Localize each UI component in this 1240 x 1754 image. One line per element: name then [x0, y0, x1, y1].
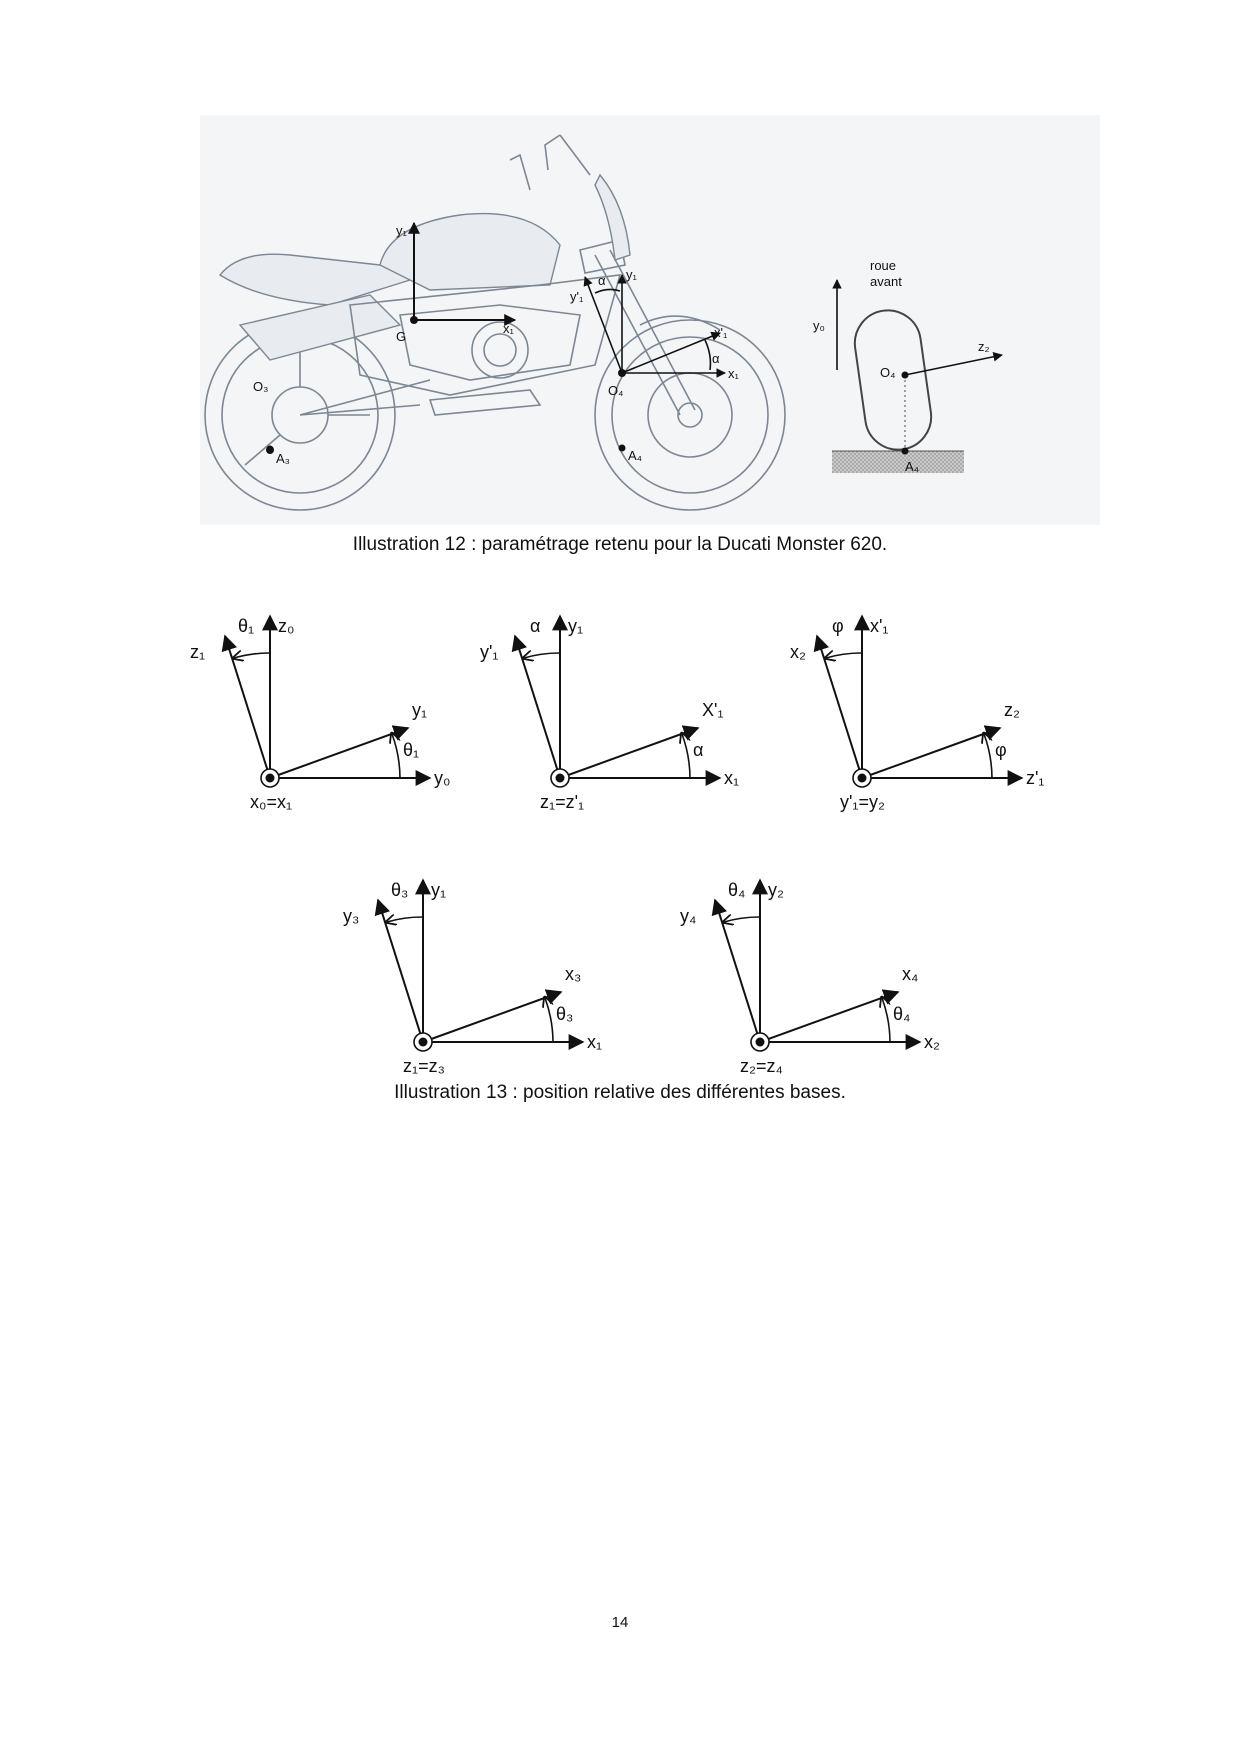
base-1-tilted-right-label: y₁ — [412, 700, 428, 720]
caption-illustration-12: Illustration 12 : paramétrage retenu pour la Ducati Monster 620. — [352, 534, 888, 555]
base-5-angle-top-label: θ₄ — [728, 880, 746, 900]
label-A3: A₃ — [276, 451, 290, 466]
label-x1: x₁ — [503, 321, 514, 336]
base-5-tilted-up-label: y₄ — [680, 906, 697, 926]
label-O3: O₃ — [253, 379, 269, 394]
base-1-tilted-up-label: z₁ — [190, 642, 206, 662]
base-5-horizontal-label: x₂ — [924, 1032, 940, 1052]
label-alpha: α — [598, 273, 606, 288]
base-1-angle-top-label: θ₁ — [238, 616, 255, 636]
base-3-horizontal-label: z'₁ — [1026, 768, 1045, 788]
base-3-angle-top-label: φ — [832, 616, 844, 636]
illustration-12-figure — [200, 115, 1100, 525]
base-2-normal-label: z₁=z'₁ — [540, 792, 585, 812]
base-4-normal-label: z₁=z₃ — [403, 1056, 445, 1076]
base-5-tilted-right-label: x₄ — [902, 964, 919, 984]
base-1-horizontal-label: y₀ — [434, 768, 451, 788]
bases-diagram — [0, 600, 1240, 1100]
base-3-angle-right-label: φ — [995, 740, 1007, 760]
base-2-vertical-label: y₁ — [568, 616, 584, 636]
label-y1: y₁ — [396, 223, 407, 238]
caption-illustration-13: Illustration 13 : position relative des différentes bases. — [394, 1082, 846, 1103]
label-alpha-2: α — [712, 351, 720, 366]
base-diagram-3 — [790, 616, 1045, 812]
base-4-angle-right-label: θ₃ — [556, 1004, 574, 1024]
base-1-angle-right-label: θ₁ — [403, 740, 420, 760]
label-y0: y₀ — [813, 318, 825, 333]
base-2-horizontal-label: x₁ — [724, 768, 740, 788]
base-diagram-4 — [343, 880, 602, 1076]
base-1-normal-label: x₀=x₁ — [250, 792, 293, 812]
label-G: G — [396, 329, 407, 344]
motorcycle-parametrization-diagram — [200, 115, 1100, 525]
base-3-vertical-label: x'₁ — [870, 616, 889, 636]
base-5-vertical-label: y₂ — [768, 880, 784, 900]
base-2-angle-top-label: α — [530, 616, 541, 636]
base-2-angle-right-label: α — [693, 740, 704, 760]
base-2-tilted-up-label: y'₁ — [480, 642, 499, 662]
base-3-tilted-right-label: z₂ — [1004, 700, 1020, 720]
label-xprime1: x'₁ — [714, 325, 728, 340]
base-4-angle-top-label: θ₃ — [391, 880, 409, 900]
label-yprime1: y'₁ — [570, 289, 584, 304]
label-O4: O₄ — [608, 383, 624, 398]
base-5-angle-right-label: θ₄ — [893, 1004, 911, 1024]
base-diagram-2 — [480, 616, 739, 812]
base-1-vertical-label: z₀ — [278, 616, 295, 636]
base-4-horizontal-label: x₁ — [587, 1032, 603, 1052]
base-4-vertical-label: y₁ — [431, 880, 447, 900]
base-4-tilted-right-label: x₃ — [565, 964, 582, 984]
page-number: 14 — [611, 1614, 629, 1631]
label-roue: roue — [870, 258, 897, 273]
base-5-normal-label: z₂=z₄ — [740, 1056, 783, 1076]
base-3-tilted-up-label: x₂ — [790, 642, 806, 662]
base-diagram-5 — [680, 880, 940, 1076]
label-avant: avant — [870, 274, 902, 289]
base-3-normal-label: y'₁=y₂ — [840, 792, 886, 812]
base-2-tilted-right-label: X'₁ — [702, 700, 724, 720]
label-A4: A₄ — [628, 448, 642, 463]
label-A4-wheel: A₄ — [905, 459, 919, 474]
base-4-tilted-up-label: y₃ — [343, 906, 360, 926]
label-y1-fork: y₁ — [626, 267, 637, 282]
label-z2: z₂ — [978, 339, 990, 354]
illustration-13-figure — [0, 600, 1240, 1100]
base-diagram-1 — [190, 616, 450, 812]
label-O4-wheel: O₄ — [880, 365, 896, 380]
label-x1-front: x₁ — [728, 366, 739, 381]
